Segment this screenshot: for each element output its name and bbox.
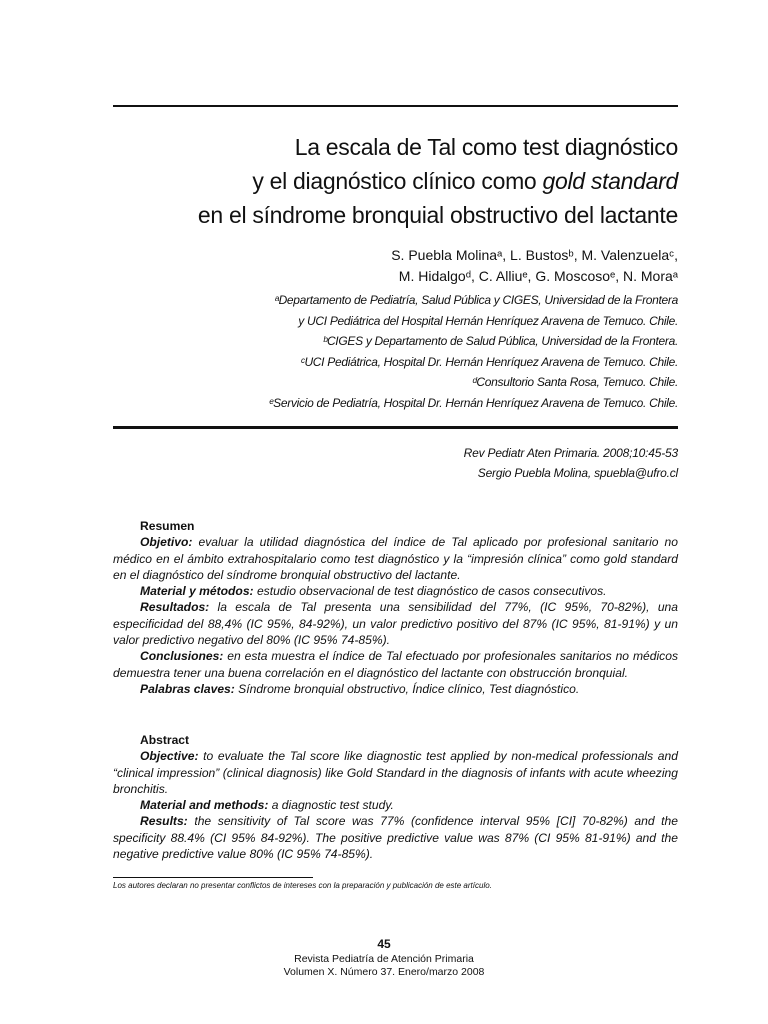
results-text: the sensitivity of Tal score was 77% (confidence interval 95% [CI] 70-82%) and the specificity 88.4% (CI 95% 84-92%). The positive predictive value was 87% (CI 95% 81-91%) and the negative predictive value 80% (IC 95% 74-85%). — [113, 814, 678, 862]
resumen-palabras — [113, 681, 678, 697]
footnote: Los autores declaran no presentar conflictos de intereses con la preparación y publicación de este artículo. — [113, 881, 492, 890]
affiliation-line: y UCI Pediátrica del Hospital Hernán Henríquez Aravena de Temuco. Chile. — [298, 313, 678, 328]
affiliation-line: ᵈConsultorio Santa Rosa, Temuco. Chile. — [471, 375, 678, 389]
journal-name: Revista Pediatría de Atención Primaria — [294, 953, 474, 965]
objective-label: Objective: — [140, 749, 199, 764]
abstract-results — [113, 813, 678, 862]
section-rule — [113, 426, 678, 429]
journal-footer — [0, 953, 768, 979]
results-label: Results: — [140, 814, 188, 829]
palabras-text: Síndrome bronquial obstructivo, Índice clínico, Test diagnóstico. — [234, 681, 580, 696]
affiliation-line: ᶜUCI Pediátrica, Hospital Dr. Hernán Henríquez Aravena de Temuco. Chile. — [300, 354, 678, 369]
resultados-text: la escala de Tal presenta una sensibilidad del 77%, (IC 95%, 70-82%), una especificidad del 88,4% (IC 95%, 84-92%), un valor predictivo positivo del 87% (IC 95%, 81-91%) y un valor predictivo negativo del 80% (IC 95% 74-85%). — [113, 600, 678, 648]
resumen-conclusiones — [113, 648, 678, 681]
correspondence: Sergio Puebla Molina, spuebla@ufro.cl — [477, 466, 678, 480]
resumen-objetivo — [113, 534, 678, 583]
title-line-2-text: y el diagnóstico clínico como — [252, 168, 543, 194]
abstract-objective — [113, 748, 678, 797]
conclusiones-text: en esta muestra el índice de Tal efectuado por profesionales sanitarios no médicos demuestra tener una buena correlación en el diagnóstico del lactante con obstrucción bronquial. — [113, 649, 678, 680]
objetivo-text: evaluar la utilidad diagnóstica del índice de Tal aplicado por profesional sanitario no médico en el ámbito extrahospitalario como test diagnóstico y la “impresión clínica” como gold standard en el diagnóstico del síndrome bronquial obstructivo del lactante. — [113, 535, 678, 582]
authors-line-2: M. Hidalgoᵈ, C. Alliuᵉ, G. Moscosoᵉ, N. Moraᵃ — [398, 268, 678, 284]
journal-issue: Volumen X. Número 37. Enero/marzo 2008 — [283, 966, 485, 978]
conclusiones-label: Conclusiones: — [140, 649, 224, 664]
top-rule — [113, 105, 678, 107]
footnote-rule — [113, 877, 313, 878]
objetivo-label: Objetivo: — [140, 535, 193, 550]
citation-block — [178, 443, 678, 483]
title-line-2 — [78, 164, 678, 198]
abstract-section — [113, 732, 678, 862]
abstract-heading: Abstract — [140, 733, 190, 747]
palabras-label: Palabras claves: — [140, 681, 235, 696]
affiliations — [78, 290, 678, 413]
journal-reference: Rev Pediatr Aten Primaria. 2008;10:45-53 — [463, 446, 678, 460]
material-label: Material y métodos: — [140, 584, 254, 599]
resultados-label: Resultados: — [140, 600, 210, 615]
page-number: 45 — [377, 937, 391, 951]
resumen-heading: Resumen — [140, 519, 195, 533]
methods-text: a diagnostic test study. — [268, 798, 394, 813]
resumen-resultados — [113, 599, 678, 648]
author-list — [118, 245, 678, 287]
affiliation-line: ᵃDepartamento de Pediatría, Salud Pública y CIGES, Universidad de la Frontera — [274, 293, 678, 307]
title-line-3: en el síndrome bronquial obstructivo del lactante — [197, 202, 678, 228]
methods-label: Material and methods: — [140, 798, 269, 813]
title-gold-standard: gold standard — [542, 168, 678, 194]
authors-line-1: S. Puebla Molinaᵃ, L. Bustosᵇ, M. Valenzuelaᶜ, — [391, 247, 678, 263]
affiliation-line: ᵉServicio de Pediatría, Hospital Dr. Hernán Henríquez Aravena de Temuco. Chile. — [268, 395, 678, 410]
resumen-material — [113, 583, 678, 599]
article-title — [78, 130, 678, 232]
abstract-methods — [113, 797, 678, 813]
material-text: estudio observacional de test diagnóstico de casos consecutivos. — [253, 584, 607, 599]
affiliation-line: ᵇCIGES y Departamento de Salud Pública, Universidad de la Frontera. — [323, 334, 678, 348]
resumen-section — [113, 518, 678, 697]
title-line-1: La escala de Tal como test diagnóstico — [294, 134, 678, 160]
objective-text: to evaluate the Tal score like diagnostic test applied by non-medical professionals and “clinical impression” (clinical diagnosis) like Gold Standard in the diagnosis of infants with acute wheezing bronchitis. — [113, 749, 678, 796]
